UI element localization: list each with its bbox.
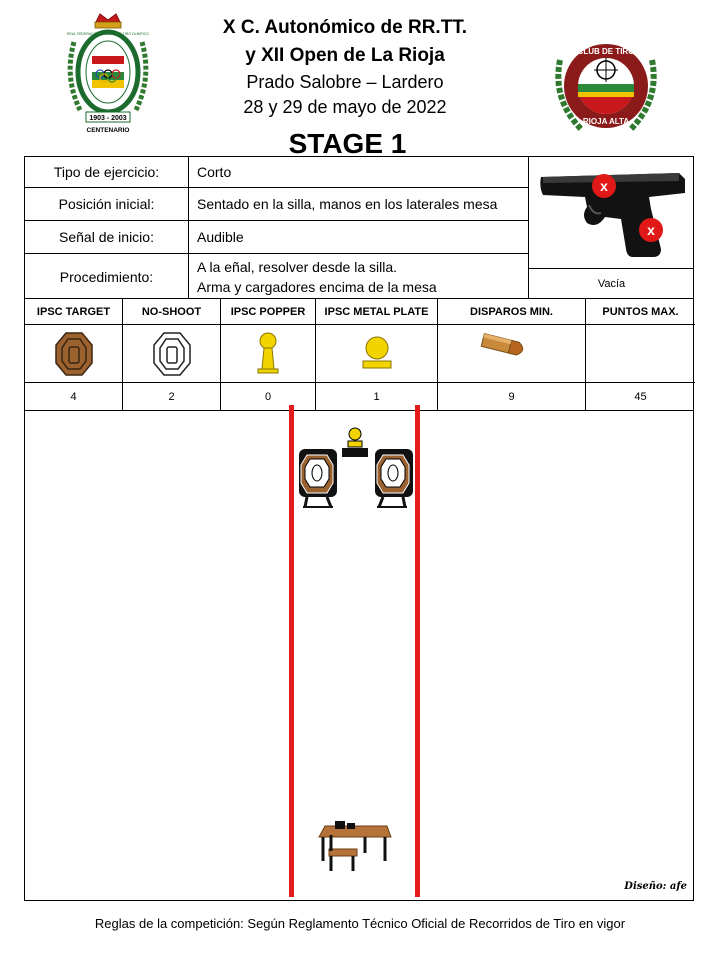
target-col-ipsc (25, 299, 123, 411)
info-label: Procedimiento: (25, 254, 189, 299)
event-dates: 28 y 29 de mayo de 2022 (243, 97, 447, 117)
metal-plate-icon (360, 334, 394, 374)
pistol-icon (529, 157, 695, 269)
target-count: 2 (168, 390, 175, 403)
info-row-start-position (25, 188, 528, 221)
svg-text:x: x (647, 222, 655, 238)
table-and-chair (319, 821, 391, 871)
federation-arc-text: REAL FEDERACIÓN RIOJANA DE TIRO OLÍMPICO (66, 32, 150, 36)
target-header: IPSC TARGET (25, 299, 122, 325)
svg-text:x: x (600, 178, 608, 194)
procedure-line1: A la eñal, resolver desde la silla. (197, 258, 397, 275)
club-logo (552, 40, 660, 135)
info-row-procedure (25, 254, 528, 299)
info-row-exercise (25, 157, 528, 188)
info-row-start-signal (25, 221, 528, 254)
gun-state-label: Vacía (528, 269, 694, 299)
bullet-icon (478, 331, 532, 361)
info-value: Audible (197, 229, 244, 245)
target-col-metal-plate (316, 299, 438, 411)
target-stand-left (299, 449, 337, 507)
target-header: DISPAROS MIN. (438, 299, 585, 325)
target-col-popper (221, 299, 316, 411)
target-header: IPSC METAL PLATE (316, 299, 437, 325)
target-col-min-shots (438, 299, 586, 411)
target-col-no-shoot (123, 299, 221, 411)
target-count: 1 (373, 390, 380, 403)
info-label: Señal de inicio: (25, 221, 189, 253)
page-header (0, 0, 720, 160)
designer-signature: Diseño: afe (624, 881, 687, 892)
target-header: IPSC POPPER (221, 299, 315, 325)
club-arc-top: CLUB DE TIRO (577, 47, 635, 56)
stage-info-table (24, 156, 694, 299)
event-venue: Prado Salobre – Lardero (246, 72, 444, 92)
info-label: Posición inicial: (25, 188, 189, 220)
info-value (197, 254, 437, 299)
red-x-icon (592, 174, 616, 198)
target-count: 0 (264, 390, 272, 403)
target-col-max-points (586, 299, 695, 411)
event-title-line2: y XII Open de La Rioja (245, 45, 445, 66)
target-header: PUNTOS MAX. (586, 299, 695, 325)
club-arc-bottom: RIOJA ALTA (582, 117, 630, 126)
event-title-line1: X C. Autonómico de RR.TT. (222, 17, 468, 38)
federation-caption: CENTENARIO (86, 127, 130, 134)
info-value: Corto (197, 164, 232, 180)
course-layout (25, 411, 695, 902)
target-header: NO-SHOOT (123, 299, 220, 325)
metal-plate-target (342, 428, 368, 457)
red-x-icon (639, 218, 663, 242)
target-stand-right (375, 449, 413, 507)
course-diagram (24, 410, 694, 901)
info-value: Sentado en la silla, manos en los laterales mesa (197, 196, 498, 212)
federation-years: 1903 - 2003 (89, 115, 127, 122)
gun-state-image (528, 157, 694, 269)
competition-rules: Reglas de la competición: Según Reglamento Técnico Oficial de Recorridos de Tiro en vigor (94, 916, 626, 931)
stage-title: STAGE 1 (288, 128, 407, 159)
points-count: 45 (634, 390, 647, 403)
popper-icon (253, 331, 283, 377)
federation-logo (62, 12, 154, 137)
info-label: Tipo de ejercicio: (25, 157, 189, 187)
target-count: 4 (70, 390, 77, 403)
ipsc-target-icon (54, 331, 94, 377)
shots-count: 9 (508, 390, 515, 403)
targets-table (24, 299, 694, 411)
no-shoot-icon (152, 331, 192, 377)
procedure-line2: Arma y cargadores encima de la mesa (197, 278, 437, 295)
